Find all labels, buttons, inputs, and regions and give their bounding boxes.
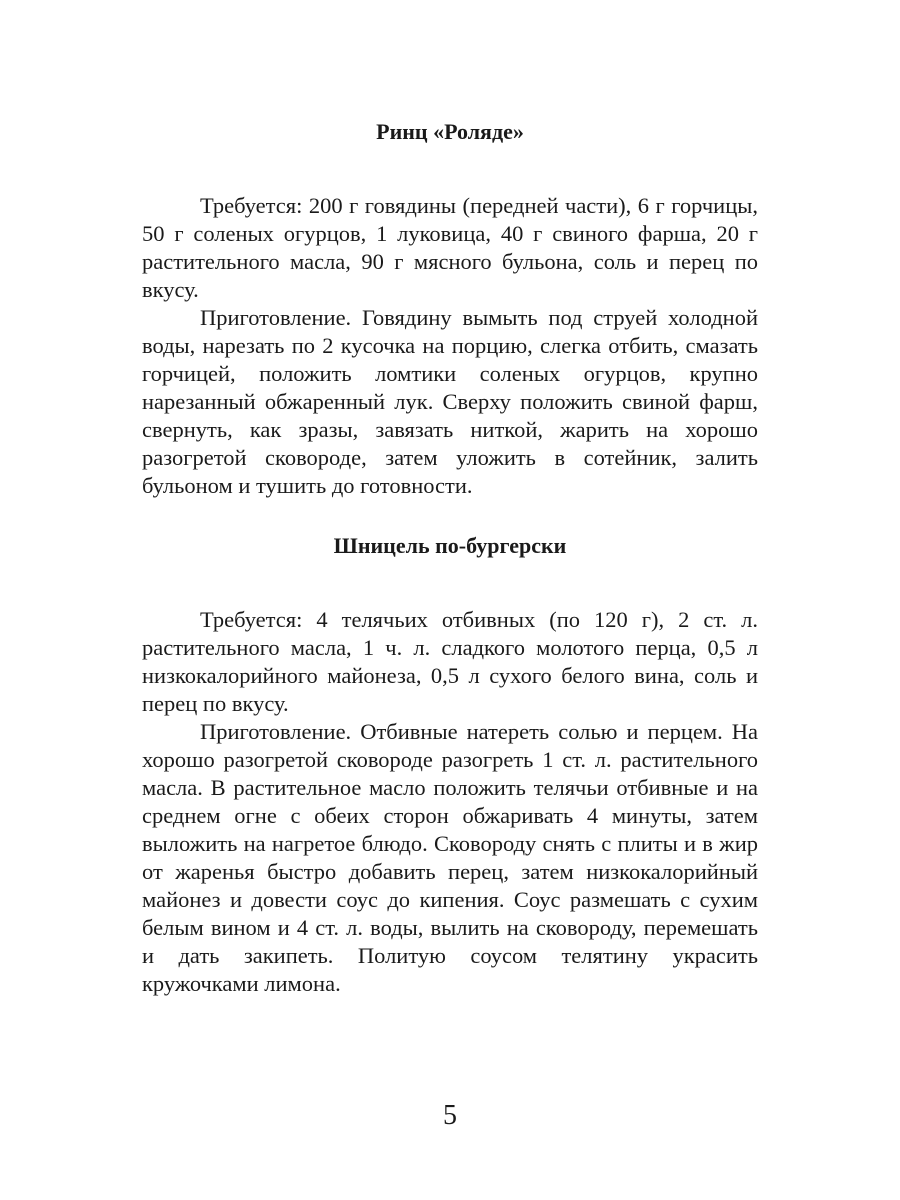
recipe-section [142, 112, 758, 500]
recipe-title: Шницель по-бургерски [333, 533, 567, 558]
page-number: 5 [443, 1100, 457, 1131]
recipe-section [142, 526, 758, 998]
recipe-preparation: Приготовление. Говядину вымыть под струей холодной воды, нарезать по 2 кусочка на порцию, слегка отбить, смазать горчицей, положить ломтики соленых огурцов, крупно нарезанный обжаренный лук. Сверху положить свиной фарш, свернуть, как зразы, завязать ниткой, жарить на хорошо разогретой сковороде, затем уложить в сотейник, залить бульоном и тушить до готовности. [142, 305, 758, 498]
recipe-ingredients: Требуется: 200 г говядины (передней части), 6 г горчицы, 50 г соленых огурцов, 1 луковица, 40 г свиного фарша, 20 г растительного масла, 90 г мясного бульона, соль и перец по вкусу. [142, 193, 758, 302]
recipe-preparation: Приготовление. Отбивные натереть солью и перцем. На хорошо разогретой сковороде разогреть 1 ст. л. растительного масла. В растительное масло положить телячьи отбивные и на среднем огне с обеих сторон обжаривать 4 минуты, затем выложить на нагретое блюдо. Сковороду снять с плиты и в жир от жаренья быстро добавить перец, затем низкокалорийный майонез и довести соус до кипения. Соус размешать с сухим белым вином и 4 ст. л. воды, вылить на сковороду, перемешать и дать закипеть. Политую соусом телятину украсить кружочками лимона. [142, 719, 758, 996]
recipe-title: Ринц «Роляде» [376, 119, 524, 144]
recipe-ingredients: Требуется: 4 телячьих отбивных (по 120 г), 2 ст. л. растительного масла, 1 ч. л. сладкого молотого перца, 0,5 л низкокалорийного майонеза, 0,5 л сухого белого вина, соль и перец по вкусу. [142, 607, 758, 716]
page-content [142, 112, 758, 998]
